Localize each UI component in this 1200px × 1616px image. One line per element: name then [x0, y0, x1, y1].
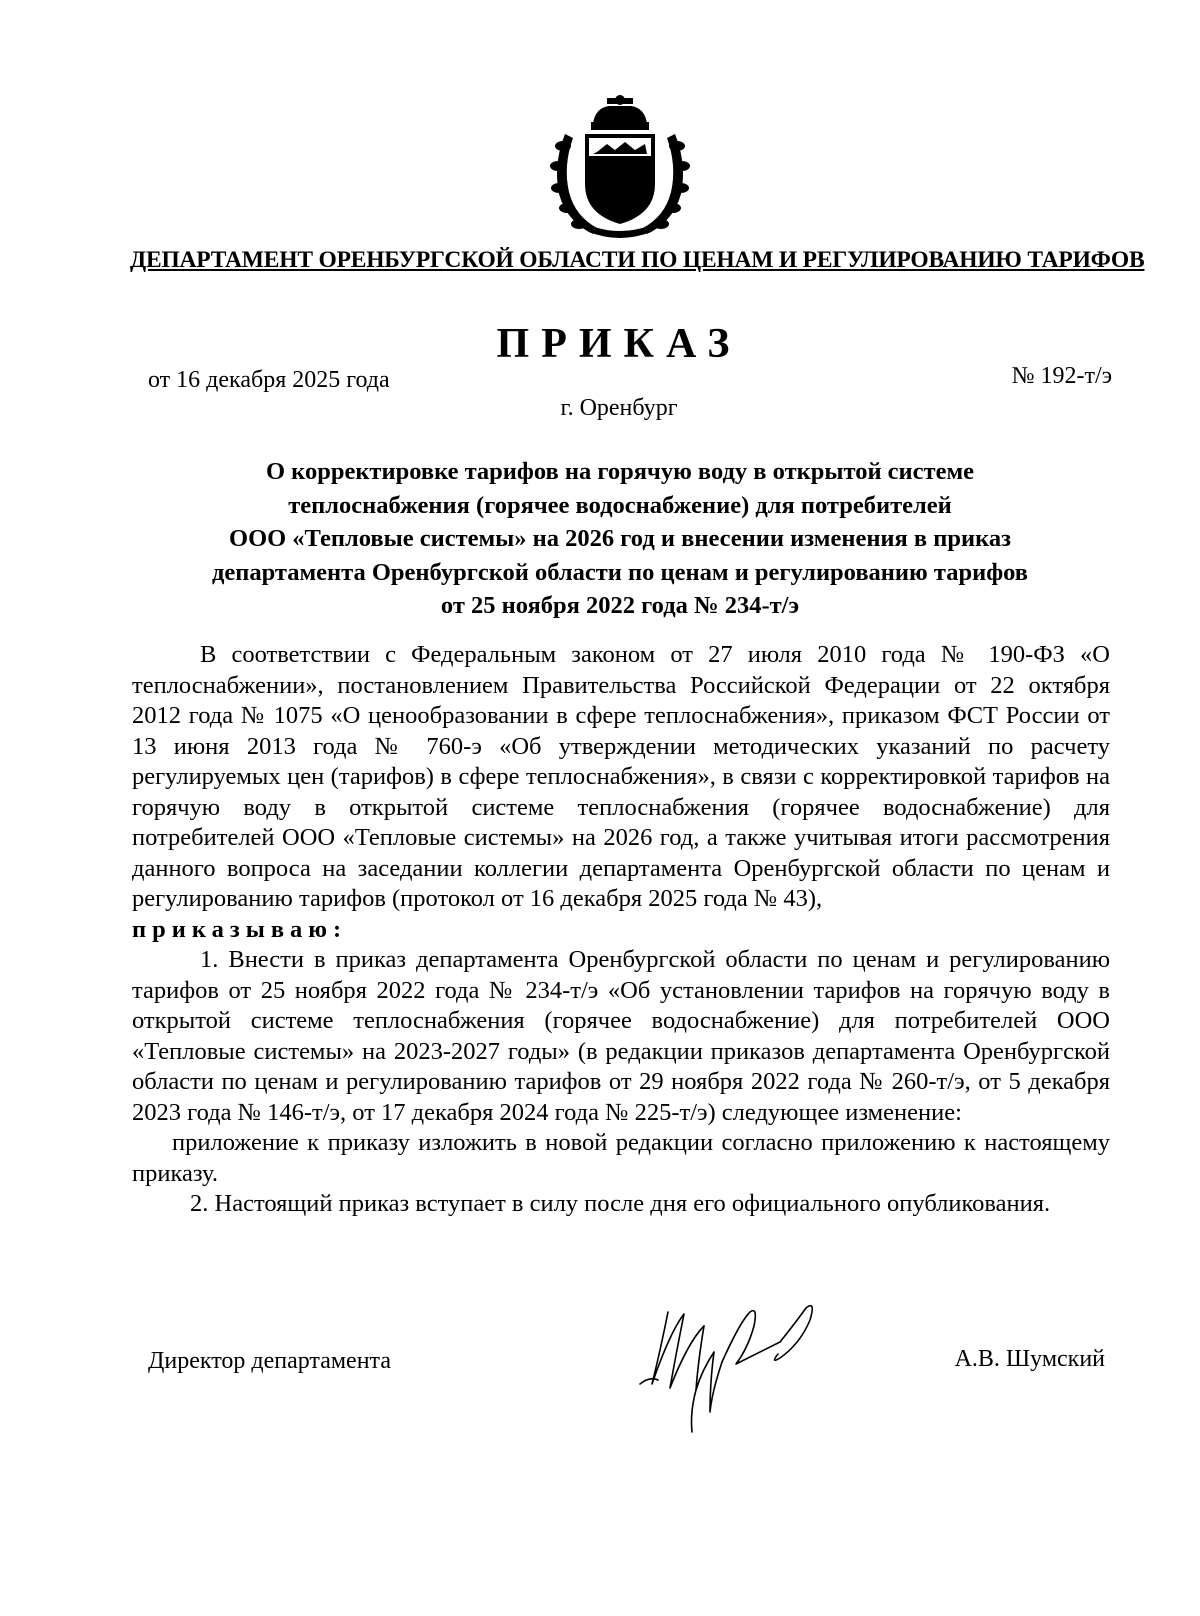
order-word-text: приказываю: — [132, 915, 348, 943]
preamble-paragraph: В соответствии с Федеральным законом от 27 июля 2010 года № 190-ФЗ «О теплоснабжении», постановлением Правительства Российской Федерации от 22 октября 2012 года № 1075 «О ценообразовании в сфере теплоснабжения», приказом ФСТ России от 13 июня 2013 года № 760-э «Об утверждении методических указаний по расчету регулируемых цен (тарифов) в сфере теплоснабжения», в связи с корректировкой тарифов на горячую воду в открытой системе теплоснабжения (горячее водоснабжение) для потребителей ООО «Тепловые системы» на 2026 год, а также учитывая итоги рассмотрения данного вопроса на заседании коллегии департамента Оренбургской области по ценам и регулированию тарифов (протокол от 16 декабря 2025 года № 43), — [132, 641, 1110, 912]
document-body — [132, 640, 1110, 1220]
item-1-paragraph: 1. Внести в приказ департамента Оренбургской области по ценам и регулированию тарифов от 25 ноября 2022 года № 234-т/э «Об установлении тарифов на горячую воду в открытой системе теплоснабжения (горячее водоснабжение) для потребителей ООО «Тепловые системы» на 2023-2027 годы» (в редакции приказов департамента Оренбургской области по ценам и регулированию тарифов от 29 ноября 2022 года № 260-т/э, от 5 декабря 2023 года № 146-т/э, от 17 декабря 2024 года № 225-т/э) следующее изменение: — [132, 946, 1110, 1126]
subject-line: теплоснабжения (горячее водоснабжение) для потребителей — [288, 491, 952, 519]
document-subject — [150, 455, 1090, 623]
document-date: от 16 декабря 2025 года — [148, 367, 390, 393]
subject-line: департамента Оренбургской области по ценам и регулированию тарифов — [211, 558, 1029, 586]
subject-line: ООО «Тепловые системы» на 2026 год и внесении изменения в приказ — [229, 525, 1011, 552]
signer-name: А.В. Шумский — [954, 1346, 1105, 1372]
signer-title: Директор департамента — [148, 1348, 391, 1374]
subject-line: О корректировке тарифов на горячую воду в открытой системе — [265, 458, 975, 485]
item-2-paragraph: 2. Настоящий приказ вступает в силу после дня его официального опубликования. — [190, 1190, 1051, 1217]
handwritten-signature — [630, 1292, 830, 1442]
item-1-subparagraph: приложение к приказу изложить в новой редакции согласно приложению к настоящему приказу. — [132, 1129, 1110, 1187]
document-type-title: ПРИКАЗ — [496, 321, 742, 367]
document-number: № 192-т/э — [1011, 363, 1112, 389]
order-word — [132, 915, 1110, 946]
coat-of-arms-emblem — [549, 94, 691, 240]
subject-line: от 25 ноября 2022 года № 234-т/э — [440, 592, 800, 619]
document-city: г. Оренбург — [560, 395, 678, 421]
department-name: ДЕПАРТАМЕНТ ОРЕНБУРГСКОЙ ОБЛАСТИ ПО ЦЕНАМ И РЕГУЛИРОВАНИЮ ТАРИФОВ — [130, 247, 1145, 273]
